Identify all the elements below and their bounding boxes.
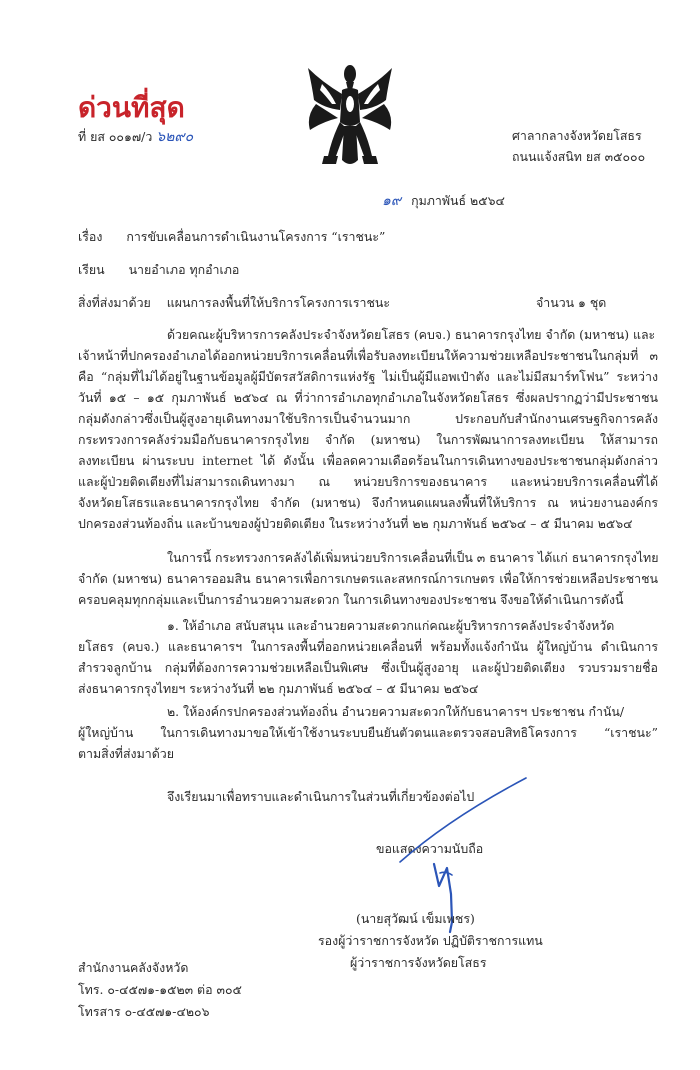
item-1-line: ส่งธนาคารกรุงไทยฯ ระหว่างวันที่ ๒๒ กุมภาพันธ์ ๒๕๖๔ – ๕ มีนาคม ๒๕๖๔ (78, 681, 479, 696)
attachment-label: สิ่งที่ส่งมาด้วย (78, 295, 151, 310)
attachment-line (78, 296, 390, 311)
paragraph-1-line: กระทรวงการคลังร่วมมือกับธนาคารกรุงไทย จำกัด (มหาชน) ในการพัฒนาการลงทะเบียน ให้สามารถ (78, 432, 658, 447)
closing-sentence: จึงเรียนมาเพื่อทราบและดำเนินการในส่วนที่เกี่ยวข้องต่อไป (167, 789, 475, 804)
footer-telephone: โทร. ๐-๔๕๗๑-๑๕๒๓ ต่อ ๓๐๕ (78, 982, 242, 997)
paragraph-2-line: จำกัด (มหาชน) ธนาคารออมสิน ธนาคารเพื่อการเกษตรและสหกรณ์การเกษตร เพื่อให้การช่วยเหลือประชาชน (78, 571, 658, 586)
paragraph-1-line: วันที่ ๑๕ – ๑๕ กุมภาพันธ์ ๒๕๖๔ ณ ที่ว่าการอำเภอทุกอำเภอในจังหวัดยโสธร ซึ่งผลปรากฏว่ามีประชาชน (78, 390, 658, 405)
date-day-handwritten: ๑๙ (382, 193, 402, 209)
recipient-text: นายอำเภอ ทุกอำเภอ (128, 262, 240, 277)
subject-line (78, 230, 385, 245)
reference-handwritten: ๖๒๙๐ (156, 129, 194, 145)
paragraph-1-line: คือ “กลุ่มที่ไม่ได้อยู่ในฐานข้อมูลผู้มีบัตรสวัสดิการแห่งรัฐ ไม่เป็นผู้มีแอพเป๋าตัง และไม่มีสมาร์ทโฟน” ระหว่าง (78, 369, 658, 384)
reference-prefix: ที่ ยส ๐๐๑๗/ว (78, 129, 153, 144)
item-2-line: ผู้ใหญ่บ้าน ในการเดินทางมาขอให้เข้าใช้งานระบบยืนยันตัวตนและตรวจสอบสิทธิโครงการ “เราชนะ” (78, 725, 658, 740)
paragraph-1-line: และผู้ป่วยติดเตียงที่ไม่สามารถเดินทางมา ณ หน่วยบริการของธนาคาร และหน่วยบริการเคลื่อนที่ได้ (78, 474, 658, 489)
recipient-label: เรียน (78, 262, 105, 277)
subject-label: เรื่อง (78, 229, 103, 244)
item-1-line: สำรวจลูกบ้าน กลุ่มที่ต้องการความช่วยเหลือเป็นพิเศษ ซึ่งเป็นผู้สูงอายุ และผู้ป่วยติดเตียง รวบรวมรายชื่อ (78, 660, 658, 675)
paragraph-1-line: เจ้าหน้าที่ปกครองอำเภอได้ออกหน่วยบริการเคลื่อนที่เพื่อรับลงทะเบียนให้ความช่วยเหลือประชาชนในกลุ่มที่ ๓ (78, 348, 658, 363)
item-1-line: ยโสธร (คบจ.) และธนาคารฯ ในการลงพื้นที่ออกหน่วยเคลื่อนที่ พร้อมทั้งแจ้งกำนัน ผู้ใหญ่บ้าน ดำเนินการ (78, 639, 658, 654)
paragraph-1-line: จังหวัดยโสธรและธนาคารกรุงไทย จำกัด (มหาชน) จึงกำหนดแผนลงพื้นที่ให้บริการ ณ หน่วยงานองค์กร (78, 495, 658, 510)
signer-title-1: รองผู้ว่าราชการจังหวัด ปฏิบัติราชการแทน (318, 933, 543, 948)
garuda-emblem (302, 60, 398, 172)
paragraph-1-line: ลงทะเบียน ผ่านระบบ internet ได้ ดังนั้น เพื่อลดความเดือดร้อนในการเดินทางของประชาชนกลุ่มดังกล่าว (78, 453, 658, 468)
footer-fax: โทรสาร ๐-๔๕๗๑-๔๒๐๖ (78, 1004, 210, 1019)
recipient-line (78, 263, 239, 278)
closing-regards: ขอแสดงความนับถือ (376, 841, 484, 856)
urgency-stamp: ด่วนที่สุด (78, 91, 185, 124)
reference-number (78, 129, 193, 146)
item-1-line: ๑. ให้อำเภอ สนับสนุน และอำนวยความสะดวกแก่คณะผู้บริหารการคลังประจำจังหวัด (167, 618, 615, 633)
office-address: ถนนแจ้งสนิท ยส ๓๕๐๐๐ (512, 149, 646, 164)
subject-text: การขับเคลื่อนการดำเนินงานโครงการ “เราชนะ” (126, 229, 386, 244)
footer-office: สำนักงานคลังจังหวัด (78, 960, 189, 975)
paragraph-1-line: ปกครองส่วนท้องถิ่น และบ้านของผู้ป่วยติดเตียง ในระหว่างวันที่ ๒๒ กุมภาพันธ์ ๒๕๖๔ – ๕ มีนาคม ๒๕๖๔ (78, 516, 633, 531)
office-name: ศาลากลางจังหวัดยโสธร (512, 128, 642, 143)
attachment-text: แผนการลงพื้นที่ให้บริการโครงการเราชนะ (166, 295, 391, 310)
date-month-year: กุมภาพันธ์ ๒๕๖๔ (411, 193, 505, 208)
item-2-line: ตามสิ่งที่ส่งมาด้วย (78, 746, 174, 761)
document-date (382, 193, 505, 210)
signer-name: (นายสุวัฒน์ เข็มเพชร) (356, 911, 475, 926)
paragraph-2-line: ครอบคลุมทุกกลุ่มและเป็นการอำนวยความสะดวก ในการเดินทางของประชาชน จึงขอให้ดำเนินการดังนี้ (78, 592, 624, 607)
item-2-line: ๒. ให้องค์กรปกครองส่วนท้องถิ่น อำนวยความสะดวกให้กับธนาคารฯ ประชาชน กำนัน/ (167, 704, 625, 719)
attachment-count: จำนวน ๑ ชุด (536, 295, 607, 310)
signer-title-2: ผู้ว่าราชการจังหวัดยโสธร (350, 955, 487, 970)
paragraph-1-line: กลุ่มดังกล่าวซึ่งเป็นผู้สูงอายุเดินทางมาใช้บริการเป็นจำนวนมาก ประกอบกับสำนักงานเศรษฐกิจการคลัง (78, 411, 658, 426)
paragraph-2-line: ในการนี้ กระทรวงการคลังได้เพิ่มหน่วยบริการเคลื่อนที่เป็น ๓ ธนาคาร ได้แก่ ธนาคารกรุงไทย (167, 550, 659, 565)
paragraph-1-line: ด้วยคณะผู้บริหารการคลังประจำจังหวัดยโสธร (คบจ.) ธนาคารกรุงไทย จำกัด (มหาชน) และ (167, 327, 656, 342)
